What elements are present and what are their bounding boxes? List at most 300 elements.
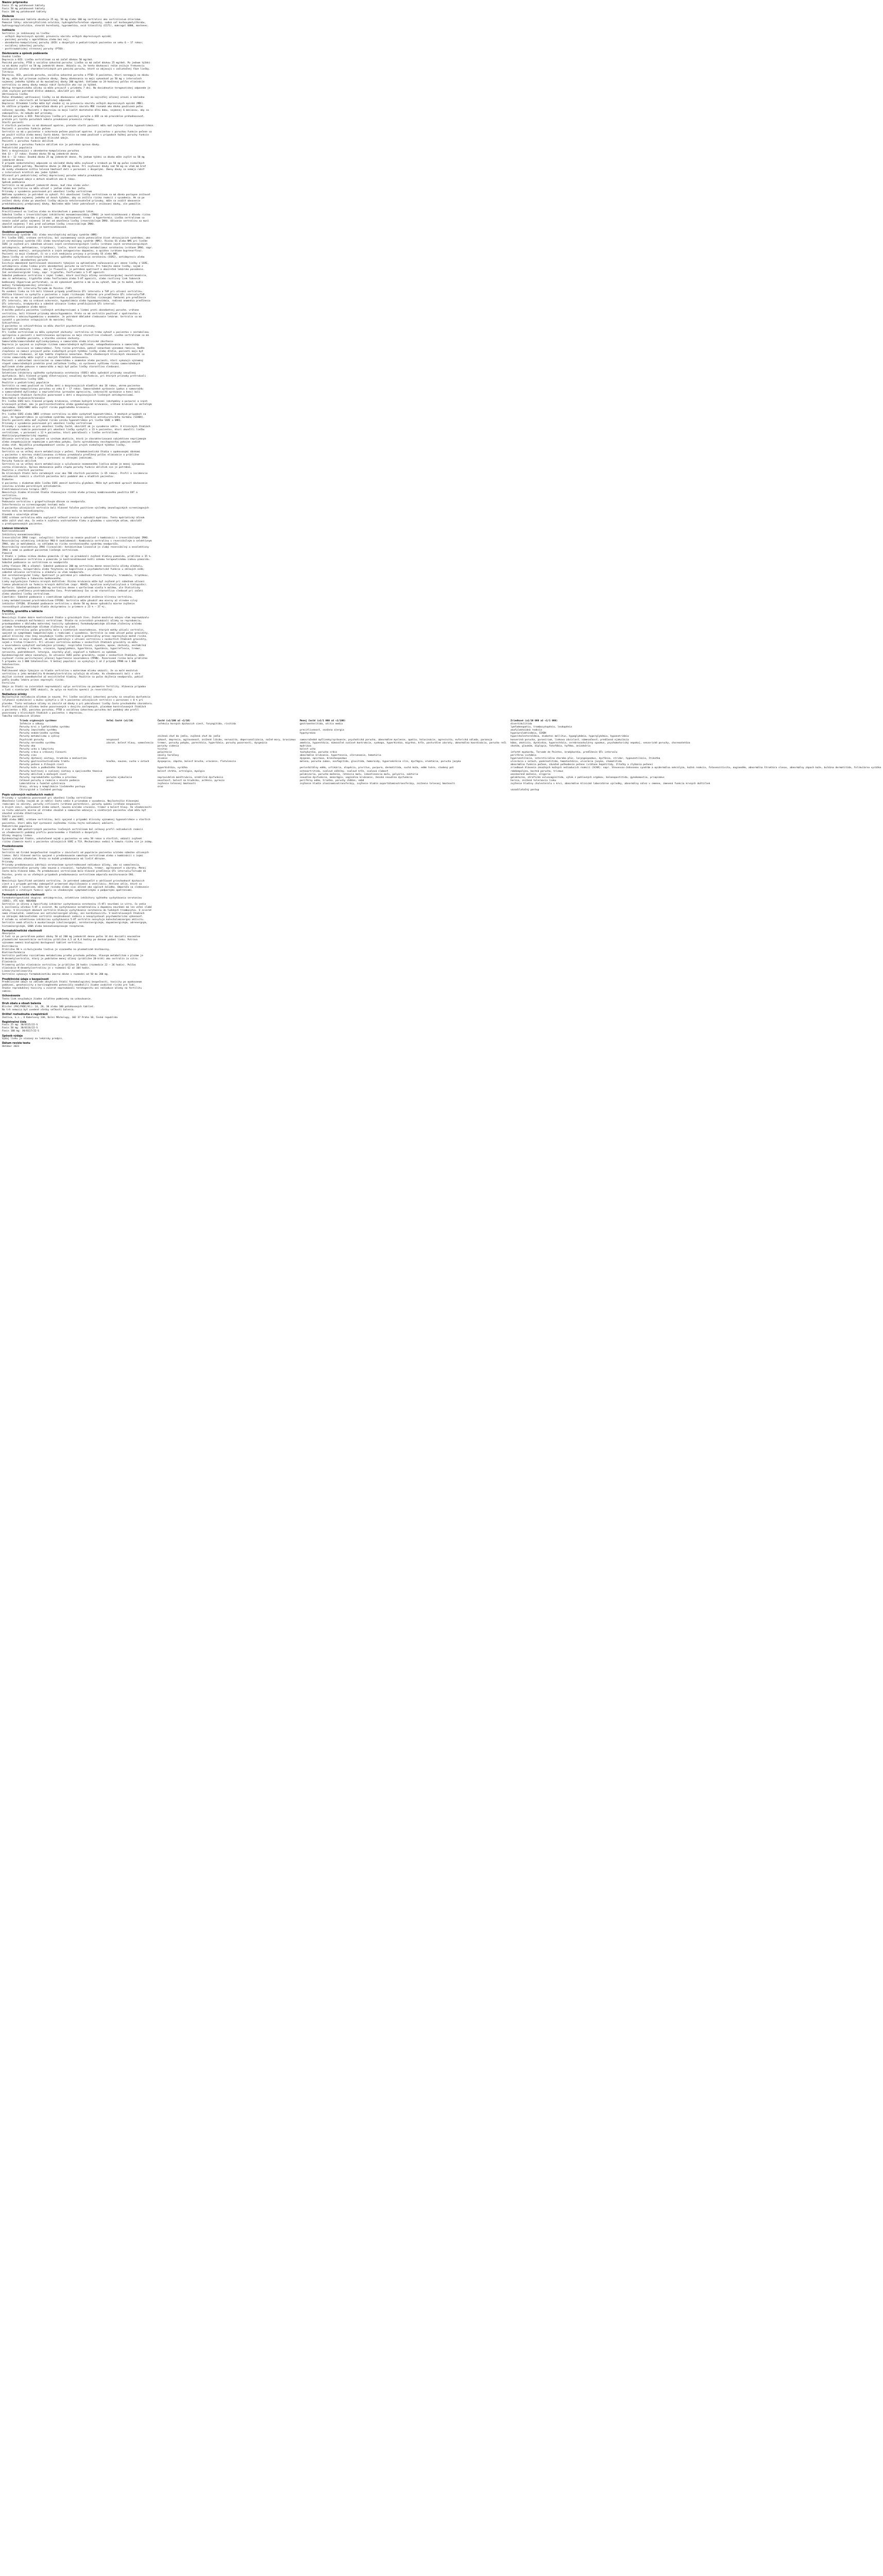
table-cell: hyperhidróza, vyrážka [157, 767, 188, 770]
section-heading: Fertilita, gravidita a laktácia [2, 609, 43, 613]
section-line: Farmakoterapeutická skupina: antidepresíva, selektívne inhibítory spätného vychytávania serotonínu [2, 896, 142, 900]
section-line: Iné serotonínergické lieky: Opatrnosť je potrebná pri súbežnom užívaní fentanylu, tramadolu, triptánov, [2, 574, 149, 577]
section-line: Distribúcia [2, 945, 18, 948]
section-line: alebo znepokojujúcim nepokojom a potrebou pohybu, často sprevádzanou neschopnosťou pokojne sedieť [2, 441, 141, 444]
section-line: Použitie u starších pacientov [2, 469, 44, 472]
table-cell: úzkosť, depresia, agitovanosť, znížené libido, nervozita, depersonalizácia, nočné mory, bruxizmus [157, 738, 296, 741]
table-cell: divertikulitída [511, 723, 532, 726]
section-line: Spôsob podávania [2, 181, 25, 184]
table-cell: Poruchy krvi a lymfatického systému [20, 726, 70, 729]
table-cell: zvýšenie hladiny cholesterolu v krvi, abnormálne klinické laboratórne výsledky, abnormálny nález v semene, zmenená funkcia krvných doštičiek [511, 782, 710, 785]
section-line: U pacientov s diabetom môže liečba SSRI zmeniť kontrolu glykémie. Môže byť potrebné upraviť dávkovanie [2, 482, 148, 485]
section-line: Príznaky z vysadenia sú pri ukončení liečby časté, obzvlášť ak je vysadenie náhle. V klinických štúdiách [2, 425, 150, 428]
section-line: Porucha funkcie pečene [2, 447, 33, 450]
table-header-cell: Veľmi časté (≥1/10) [106, 720, 133, 722]
section-line: Epileptické záchvaty [2, 328, 31, 331]
document [2, 1, 881, 1048]
table-cell: Poruchy ciev [20, 754, 37, 757]
section-line: Príznaky [2, 861, 14, 864]
section-line: - posttraumatickej stresovej poruchy (PTSD). [2, 48, 65, 51]
section-line: však zvyčajne potrebné dlhšie obdobie, obzvlášť pri OCD. [2, 90, 82, 93]
document-section [2, 527, 307, 609]
section-line: serotonínového syndrómu s príznakmi, ako je agitovanosť, tremor a hypertermia. Liečba sertralínom sa [2, 217, 145, 220]
section-line: Starší pacienti [2, 816, 24, 819]
section-line: Súbežné podávanie sertralínu s inými liekmi, ktoré zosilňujú účinky serotonínergickej neurotransmisie, [2, 275, 148, 278]
table-cell: palpitácie [157, 751, 172, 754]
section-line: môže použiť s laxatívom, môže byť rovnako alebo viac účinné ako výplach žalúdka. Odporúča sa sledovanie [2, 886, 149, 889]
section-line: Schizofrénia [2, 321, 20, 325]
table-cell: Úrazy, otravy a komplikácie liečebného postupu [20, 785, 86, 788]
section-line: Sertralín je účinný a špecifický inhibítor vychytávania serotonínu (5-HT) neurónmi in vitro, čo vedie [2, 903, 146, 906]
table-cell: bolesť ucha [299, 748, 316, 751]
section-line: Nie sú dostupné údaje o deťoch mladších ako 6 rokov. [2, 178, 76, 181]
section-line: Reverzibilný selektívny inhibítor MAO-A (moklobemid): Kombinácia sertralínu s reverzibilným a selektívnym [2, 539, 152, 543]
section-line: U pacientov s poruchou funkcie obličiek nie je potrebná úprava dávky. [2, 143, 100, 146]
section-line: U malého podielu pacientov liečených antidepresívami a liekmi proti obsedantnej poruche, vrátane [2, 309, 139, 312]
section-line: vysadiť u pacientov vstupujúcich do manickej fázy. [2, 318, 74, 321]
section-line: Aktivácia hypománie alebo mánie [2, 306, 46, 309]
table-cell: anafylaktoidná reakcia [511, 729, 542, 732]
section-heading: Kontraindikácie [2, 207, 25, 211]
table-cell: hyperventilácia, intersticiálna choroba pľúc, laryngospazmus, dysfónia, stridor, hypoventilácia, štikútka [511, 757, 660, 760]
section-line: pokiaľ klinický stav ženy nevyžaduje liečbu sertralínom a potenciálny prínos neprevyšuje možné riziko. [2, 635, 148, 638]
section-line: Účinky skupiny liekov [2, 834, 32, 837]
section-line: ciest a v prípade potreby zabezpečiť primerané okysličovanie a ventiláciu. Aktívne uhlie, ktoré sa [2, 883, 142, 886]
table-cell: porucha ejakulácie [106, 776, 132, 779]
table-header-cell: Menej časté (≥1/1 000 až <1/100) [299, 720, 346, 722]
section-line: trojnásobne vyššiu AUC a Cmax v porovnaní so zdravými jedincami. [2, 456, 94, 460]
section-line: Depresia je spojená so zvýšeným rizikom samovražedných myšlienok, sebapoškodzovania a samovraždy [2, 344, 139, 347]
table-cell: galaktorea, atrofická vulvovaginitída, výtok z pohlavných orgánov, balanopostitída, gynekomastia, priapizmus [511, 776, 665, 779]
section-line: Novorodenci sa majú sledovať, ak matka pokračuje v užívaní sertralínu v neskorších štádiách gravidity, [2, 638, 148, 641]
section-line: Iné serotonínergické lieky, napr. tryptofán, fenfluramín a 5-HT agonisti [2, 272, 105, 275]
section-line: histamínergickým, GABA alebo benzodiazepínovým receptorom. [2, 925, 85, 928]
section-line: (SSRI), ATC kód: N06AB06 [2, 900, 37, 903]
section-line: Kontraindikované [2, 530, 25, 533]
section-line: testov moču na benzodiazepíny. [2, 510, 45, 513]
section-line: Grapefruitový džús [2, 498, 28, 501]
section-line: k zosilneniu účinkov 5-HT u zvierat. Na vychytávanie noradrenalínu a dopamínu neurónmi má len veľmi slabé [2, 906, 152, 909]
section-line: zvyšovať riziko perzistujúcej pľúcnej hypertenzie novorodenca (PPHN). Pozorované riziko bolo približne [2, 657, 148, 660]
section-line: Absorpcia [2, 933, 15, 936]
document-section [2, 929, 307, 977]
section-heading: Držiteľ rozhodnutia o registrácii [2, 1012, 48, 1016]
section-line: Epidemiologické údaje naznačujú, že užívanie SSRI počas gravidity, najmä v neskorších štádiách, môže [2, 654, 145, 657]
section-line: Náhlemu vysadeniu je potrebné sa vyhnúť. Pri ukončovaní liečby sertralínom sa má dávka postupne znižovať [2, 194, 150, 197]
section-line: Toxicita [2, 848, 14, 851]
section-line: - panickej poruchy s agorafóbiou alebo bez nej; [2, 38, 69, 41]
section-line: Pimozid [2, 552, 12, 555]
section-line: Príznaky z vysadenia pozorované pri ukončení liečby sertralínom [2, 190, 92, 193]
document-section [2, 893, 307, 928]
section-line: karbamazepínu, haloperidolu alebo fenytoínu na kognitívne a psychomotorické funkcie u zdravých osôb; [2, 568, 145, 571]
section-line: Liečba [2, 876, 11, 879]
section-heading: Nežiaduce účinky [2, 692, 27, 696]
section-line: Diabetes [2, 479, 14, 482]
table-cell: infekcia horných dýchacích ciest, faryngitída, rinitída [157, 723, 236, 726]
section-line: myšlienok alebo pokusov o samovraždu a majú byť počas liečby starostlivo sledovaní. [2, 366, 121, 369]
table-cell: Poruchy pečene a žlčových ciest [20, 764, 64, 767]
section-line: Pacienti s poruchou funkcie obličiek [2, 140, 54, 143]
section-line: Blister (PVC/PVDC/Al): 14, 28, 30 alebo 100 potahovaných tabliet. [2, 1005, 95, 1008]
section-line: Sertralín sa vo veľkej miere metabolizuje a vylučovanie nezmeneného liečiva močom je menej významnou [2, 463, 145, 466]
table-row [18, 789, 883, 792]
section-line: významnému predĺženiu protrombínového času. Protrombínový čas sa má starostlivo sledovať pri začatí [2, 590, 143, 593]
section-line: Sertralín sa má podávať jedenkrát denne, buď ráno alebo večer. [2, 184, 91, 187]
section-line: dlhodobo pôsobiacich liekov, ako je fluoxetín, je potrebná opatrnosť a obozretné lekárske posúdenie. [2, 268, 145, 272]
section-line: Lieky metabolizované prostredníctvom CYP2D6: Sertralín môže pôsobiť ako mierny až stredne silný [2, 599, 138, 602]
section-line: Depresia a OCD: Liečba sertralínom sa má začať dávkou 50 mg/deň. [2, 59, 94, 61]
section-line: Vo väčšine prípadov je odporúčaná dávka pri prevencii návratu MDE rovnaká ako dávka používaná počas [2, 106, 143, 109]
document-section [2, 978, 307, 994]
table-cell: Poruchy reprodukčného systému a prsníkov [20, 776, 77, 779]
table-cell: Psychické poruchy [20, 738, 44, 741]
section-line: - veľkých depresívnych epizód; prevenciu návratu veľkých depresívnych epizód; [2, 35, 112, 38]
section-line: podľa úsudku lekára prínos neprevýši riziko. [2, 679, 65, 682]
section-line: pacientov s mániou/hypomániou v anamnéze. Je potrebné dôkladné sledovanie lekárom. Sertralín sa má [2, 315, 142, 318]
section-line: ukončiť u každého pacienta, u ktorého vzniknú záchvaty. [2, 337, 81, 341]
table-cell: lymfadenopatia, trombocytopénia, leukopénia [511, 726, 572, 729]
section-line: Údaje zo štúdií na zvieratách nepreukázali vplyv sertralínu na parametre fertility. Hlásenia prípadov [2, 685, 146, 688]
section-line: QTc intervalu, ako sú srdcové ochorenie, hypokaliémia alebo hypomagneziémia, rodinná anamnéza predĺženia [2, 300, 150, 303]
section-line: Serotonínový syndróm (SS) alebo neuroleptický malígny syndróm (NMS) [2, 234, 98, 237]
table-cell: gastroenteritída, otitis media [299, 723, 343, 726]
table-cell: úraz [157, 785, 163, 788]
section-line: Vek 6 – 12 rokov: Úvodná dávka 25 mg jedenkrát denne. Po jednom týždni sa dávka môže zvýšiť na 50 mg [2, 156, 145, 159]
section-line: Sertralín je indikovaný na liečbu: [2, 32, 51, 35]
section-line: Sertralín vykazuje farmakokinetiku úmernú dávke v rozmedzí od 50 do 200 mg. [2, 973, 109, 976]
document-section [2, 207, 307, 229]
table-header-cell: Zriedkavé (≥1/10 000 až <1/1 000) [511, 720, 558, 722]
document-section [2, 29, 307, 51]
section-line: Neexistujú špecifické antidotá sertralínu. Je potrebné zabezpečiť a udržiavať priechodnosť dýchacích [2, 879, 145, 883]
section-line: Sertralín nemá afinitu k muskarínovým (cholinergným), serotonínergickým, dopamínergickým, adrenergným, [2, 922, 148, 925]
section-line: eliminácie N-desmetylsertralínu je v rozmedzí 62 až 104 hodín. [2, 967, 91, 970]
table-cell: melena, porucha zubov, ezofagitída, glositída, hemoroidy, hypersekrécia slín, dysfágia, eruktácia, porucha jazyka [299, 760, 461, 764]
section-line: dysfunkcie. Boli hlásené prípady dlhotrvajúcej sexuálnej dysfunkcie, pri ktorých príznaky pretrvávali [2, 375, 146, 378]
table-cell: vazodilatačný postup [511, 789, 539, 792]
adverse-effects-table [18, 720, 883, 792]
section-line: Pointes, preto sa vo všetkých prípadoch predávkovania sertralínom odporúča monitorovanie EKG. [2, 873, 135, 876]
table-cell: Celkové poruchy a reakcie v mieste podania [20, 779, 80, 782]
table-cell: nespavosť [106, 738, 120, 741]
section-line: Štúdie reprodukčnej toxicity u zvierat nepreukázali teratogenitu ani nežiaduce účinky na fertilitu [2, 987, 142, 990]
table-cell: kóma, akatízia, dyskinéza, hyperestézia, cerebrovaskulárny spazmus, psychomotorický nepokoj, senzorické poruchy, choreoatetóza [511, 741, 690, 744]
section-line: Október 2023 [2, 1045, 20, 1048]
section-line: ako sú amfetamíny, tryptofán alebo fenfluramín alebo 5-HT agonisti, alebo rastlinný liek ľubovník [2, 278, 141, 281]
section-line: Abnormálne krvácanie/krvácanie [2, 397, 45, 400]
table-cell: oneskorené močenie, oligúria [511, 773, 551, 776]
section-line: pozorovaný v klinických štúdiách u pacientov s depresiou. [2, 711, 83, 715]
section-line: Pomocné látky: mikrokryštalická celulóza, hydrogénfosforečnan vápenatý, sodná soľ karboxymetylškrobu, [2, 21, 146, 24]
section-line: Užívanie sertralínu počas gravidity bolo u niektorých novorodencov, ktorých matky užívali sertralín, [2, 629, 145, 632]
section-heading: Dávkovanie a spôsob podávania [2, 52, 48, 56]
section-line: Predklinické údaje na základe obvyklých štúdií farmakologickej bezpečnosti, toxicity po opakovanom [2, 981, 142, 984]
table-cell: Poruchy kostrovej a svalovej sústavy a spojivového tkaniva [20, 770, 103, 773]
section-line: vo všeobecnosti podobný profilu pozorovanému v štúdiách u dospelých. [2, 831, 99, 834]
table-cell: únava [106, 779, 114, 782]
section-line: súbežné užívanie sertralínu a alkoholu sa však neodporúča. [2, 571, 85, 574]
section-line: v intervaloch kratších ako jeden týždeň. [2, 172, 59, 175]
section-line: liekmi a/alebo alkoholom. Preto sa každé predávkovanie má liečiť dôrazne. [2, 858, 106, 861]
section-line: spojené so symptómami kompatibilnými s reakciami z vysadenia. Sertralín sa nemá užívať počas gravidity, [2, 632, 149, 635]
section-line: inhibítor CYP2D6. Dlhodobé podávanie sertralínu v dávke 50 mg denne spôsobilo mierne zvýšenie [2, 602, 135, 605]
section-line: Pacienti s udalosťami súvisiacimi so samovraždou v anamnéze alebo pacienti, ktorí vykazujú významný [2, 359, 143, 362]
section-line: dojčiat zistené zanedbateľné až nezistiteľné hladiny. Použitie sa počas dojčenia neodporúča, pokiaľ [2, 676, 143, 679]
section-line: účinky. V klinických dávkach sertralín blokuje vychytávanie serotonínu do ľudských trombocytov. U zvierat [2, 909, 152, 912]
section-heading: Predklinické údaje o bezpečnosti [2, 977, 49, 981]
section-line: Glaukóm s uzavretým uhlom [2, 513, 38, 516]
section-line: Po uvedení lieku na trh boli hlásené prípady predĺženia QTc intervalu a TdP pri užívaní sertralínu. [2, 290, 143, 293]
section-line: je serotonínový syndróm (SS) alebo neuroleptický malígny syndróm (NMS). Riziko SS alebo NMS pri liečbe [2, 240, 148, 243]
section-line: tehotenstiev. [2, 663, 21, 666]
section-line: Reverzibilný neselektívny IMAO (linezolid): Antibiotikum linezolid je slabý reverzibilný a neselektívny [2, 546, 149, 549]
section-line: liekov pôsobiacich na funkciu krvných doštičiek (napr. NSAID, kyselina acetylsalicylová a tiklopidín). [2, 584, 148, 587]
section-line: možnej farmakodynamickej interakcii. [2, 284, 54, 287]
section-line: Neexistujú žiadne klinické štúdie stanovujúce riziká alebo prínosy kombinovaného použitia EKT a [2, 491, 138, 494]
section-line: Sertralín sa má u pacientov s ochorením pečene používať opatrne. U pacientov s poruchou funkcie pečene sa [2, 131, 152, 134]
section-line: Titrácia [2, 71, 14, 74]
section-line: má použiť nižšia alebo menej častá dávka. Sertralín sa nemá používať v prípadoch ťažkej poruchy funkcie [2, 134, 149, 137]
section-line: Sertralín sa vo veľkej miere metabolizuje v pečeni. Farmakokinetická štúdia s opakovanými dávkami [2, 450, 141, 453]
table-cell: rabdomyolýza, kostná porucha, trizmus [511, 770, 564, 773]
section-heading: Farmakodynamické vlastnosti [2, 893, 45, 897]
section-line: nežiaducich reakcií u starších pacientov boli podobné ako u mladších pacientov. [2, 476, 115, 479]
document-section [2, 693, 307, 718]
table-cell: periférna ischémia [511, 754, 536, 757]
document-section [2, 1002, 307, 1012]
section-line: so zdravými dobrovoľníkmi sertralín nespôsoboval sedáciu a neovplyvňoval psychomotorickú výkonnosť. [2, 916, 143, 919]
section-line: týždňov podľa potreby. Maximálna dávka je 200 mg denne. Pri zvyšovaní dávky nad 50 mg sa však má brať [2, 165, 146, 168]
section-line: IMAO a nemá sa podávať pacientom liečeným sertralínom. [2, 549, 79, 552]
section-line: Najčastejším nežiaducim účinkom je nauzea. Pri liečbe sociálnej úzkostnej poruchy sa sexuálna dysfunkcia [2, 696, 150, 699]
section-line: indukciu vrodených malformácií sertralínom. Štúdie na zvieratách preukázali účinky na reprodukciu, [2, 619, 142, 622]
table-cell: precitlivenosť, sezónna alergia [299, 729, 344, 732]
table-cell [298, 789, 508, 792]
section-line: Látky tlmiace CNS a alkohol: Súbežné podávanie 200 mg sertralínu denne nezosilnilo účinky alkoholu, [2, 565, 143, 568]
section-heading: Popis vybraných nežiaducich reakcií [2, 793, 54, 797]
section-line: u predisponovaných pacientov. [2, 522, 44, 526]
section-line: pacientov, ktorí môžu byť vystavení zvýšenému riziku tejto nežiaducej udalosti. [2, 822, 115, 825]
section-line: Dojčenie [2, 667, 14, 669]
table-cell: Poruchy oka [20, 744, 36, 748]
section-line: V súlade so selektívnou inhibíciou vychytávania 5-HT sertralín nezvyšuje katecholaminergnú aktivitu. [2, 919, 145, 922]
table-cell: osteoartritída, svalové zášklby, svalové kŕče, svalová slabosť [299, 770, 388, 773]
section-line: (udalosti súvisiace so samovraždou). Toto riziko pretrváva, pokiaľ nenastane významná remisia. Keďže [2, 347, 145, 350]
section-line: Lieky ovplyvňujúce funkciu krvných doštičiek: Riziko krvácania môže byť zvýšené pri súbežnom užívaní [2, 580, 145, 583]
section-line: jedenkrát denne. [2, 159, 25, 162]
section-line: najmenej jedného týždňa až do maximálnej dávky 200 mg/deň. Vzhľadom na 24-hodinový polčas eliminácie [2, 80, 145, 83]
section-line: U pacientov užívajúcich sertralín boli hlásené falošne pozitívne výsledky imunologických screeningových [2, 507, 149, 510]
section-line: - obsedantno-kompulzívnej poruchy (OCD) u dospelých a pediatrických pacientov vo veku 6 – 17 rokov; [2, 42, 143, 45]
table-cell: abnormálna funkcia pečene, závažné poškodenie pečene (vrátane hepatitídy, žltačky a zlyhania pečene) [511, 764, 653, 767]
section-line: Existujú obmedzené kontrolované skúsenosti týkajúce sa optimálneho načasovania pri zmene liečby z SSRI, [2, 262, 149, 265]
intro-line: Foxis 25 mg potahované tablety [2, 5, 45, 7]
table-cell: zriedkavé hlásenia závažných kožných nežiaducich reakcií (SCAR): napr. Stevensov-Johnsonov syndróm a epidermálna nekrolýza, kožná reakcia, fotosenzitivita, angioedém, abnormálna štruktúra vlasov, abnormálny zápach kože, bulózna dermatitída, folikulárna vyrážka [511, 767, 881, 770]
section-line: Foxis 50 mg: 30/0116/22-S [2, 1027, 38, 1030]
section-line: - sociálnej úzkostnej poruchy; [2, 45, 45, 48]
section-line: predchádzajúcej predpísanej dávky. Následne môže lekár pokračovať v znižovaní dávky, ale pomalšie. [2, 203, 142, 206]
table-cell: hernia, znížená tolerancia lieku [511, 779, 556, 782]
section-line: Inhibítory monoaminooxidázy [2, 533, 41, 536]
section-line: V štúdii s jednou nízkou dávkou pimozidu (2 mg) sa preukázali zvýšené hladiny pimozidu, približne o 35 %. [2, 555, 152, 558]
section-heading: Farmakokinetické vlastnosti [2, 929, 42, 933]
section-line: Sertralín sa nemá používať na liečbu detí a dospievajúcich mladších ako 18 rokov, okrem pacientov [2, 384, 141, 387]
section-line: riziko zlomenín kostí u pacientov užívajúcich SSRI a TCA. Mechanizmus vedúci k tomuto riziku nie je známy. [2, 841, 154, 844]
table-cell: zvýšenie telesnej hmotnosti [157, 782, 196, 785]
section-line: Nástup terapeutického účinku sa môže prejaviť v priebehu 7 dní. Na dosiahnutie terapeutickej odpovede je [2, 87, 150, 90]
section-line: napriek ukončeniu liečby SSRI. [2, 378, 45, 381]
section-line: sa nežiaduce reakcie pozorované pri ukončení liečby vyskytli u 23 % pacientov, ktorí ukončili liečbu [2, 428, 145, 431]
table-cell: nepravidelná menštruácia, erektilná dysfunkcia [157, 776, 223, 779]
section-line: sertralínu, boli hlásené príznaky mánie/hypománie. Preto sa má sertralín používať s opatrnosťou u [2, 312, 141, 315]
section-line: samcov. [2, 990, 12, 993]
table-cell: tinitus [157, 748, 168, 751]
section-line: Ukončenie liečby (najmä ak je náhle) často vedie k príznakom z vysadenia. Najčastejšie hlásenými [2, 800, 139, 803]
document-sections [2, 15, 307, 718]
section-line: teplota, problémy s kŕmením, vracanie, hypoglykémia, hypertónia, hypotónia, hyperreflexia, tremor, [2, 648, 142, 651]
section-line: do úvahy všeobecne nižšia telesná hmotnosť detí v porovnaní s dospelými. Zmeny dávky sa nemajú robiť [2, 168, 145, 172]
table-cell: konverzná porucha, paronírium, liekova závislosť, námesačnosť, predčasná ejakulácia [511, 738, 629, 741]
section-line: 5 prípadov na 1 000 tehotenstiev. V bežnej populácii sa vyskytujú 1 až 2 prípady PPHN na 1 000 [2, 660, 136, 663]
section-line: liekov proti obsedantnej poruche [2, 259, 48, 262]
section-line: Neexistujú žiadne dobre kontrolované štúdie u gravidných žien. Značné množstvo údajov však nepreukázalo [2, 616, 149, 619]
section-heading: Uchovávanie [2, 994, 21, 998]
document-section [2, 1021, 307, 1033]
section-line: srdcových a vitálnych funkcií spolu so všeobecnými symptomatickými a podpornými opatreniami. [2, 889, 133, 892]
table-cell: Infekcie a nákazy [20, 723, 44, 726]
section-line: sertralínu a jeho metabolitu N-desmetylsertralínu vylučujú do mlieka. Vo všeobecnosti boli v sére [2, 673, 141, 676]
section-line: znížení dávky alebo po ukončení liečby objavia netolerovateľné príznaky, môže sa zvážiť obnovenie [2, 200, 141, 203]
section-line: inzulínu a/alebo perorálnych antidiabetík. [2, 485, 62, 488]
section-line: podávaní, genotoxicity a karcinogénneho potenciálu neodhalili žiadne osobitné riziko pre ľudí. [2, 984, 136, 987]
section-line: SSRI vrátane sertralínu môžu ovplyvniť veľkosť zrenice a spôsobiť mydriázu. Tento mydriatický účinok [2, 516, 145, 519]
section-line: Na trh nemusia byť uvedené všetky veľkosti balenia. [2, 1008, 75, 1011]
table-cell [104, 789, 155, 792]
section-line: Pri liečbe SSRI boli hlásené prípady krvácania, vrátane kožných krvácaní (ekchymózy a purpura) a iných [2, 400, 148, 403]
table-cell: bolesť chrbta, artralgia, myalgia [157, 770, 205, 773]
section-line: Selektívne inhibítory spätného vychytávania serotonínu (SSRI) môžu spôsobiť príznaky sexuálnej [2, 372, 136, 375]
table-cell: Chirurgické a liečebné postupy [20, 789, 62, 792]
section-line: Epidemiologické štúdie, uskutočnené najmä u pacientov vo veku 50 rokov a starších, ukázali zvýšené [2, 837, 142, 840]
document-section [2, 231, 307, 526]
section-line: riziko samovraždy môže zvýšiť v skorých štádiách zotavovania. [2, 356, 89, 359]
section-line: placebe. Tieto nežiaduce účinky sú závislé od dávky a pri pokračovaní liečby často prechodného charakteru. [2, 702, 154, 705]
table-cell: nevoľnosť, bolesť na hrudníku, asténia, pyrexia [157, 779, 225, 782]
section-line: Precitlivenosť na liečivo alebo na ktorúkoľvek z pomocných látok. [2, 211, 95, 213]
section-line: Sexuálna dysfunkcia [2, 369, 29, 372]
section-heading: Predávkovanie [2, 845, 23, 849]
section-line: sa má dávka zvýšiť na 50 mg jedenkrát denne. Ukázalo sa, že tento dávkovací režim znižuje frekvenciu [2, 65, 145, 68]
table-cell: zvýšenie hladín alanínaminotransferázy, zvýšenie hladín aspartátaminotransferázy, zníženie telesnej hmotnosti [299, 782, 455, 785]
section-line: metylénovej modrej), antipsychotík a iných antagonistov dopamínu, a opiátov (vrátane buprenorfínu). [2, 249, 143, 252]
section-line: Depresia, OCD, panická porucha, sociálna úzkostná porucha a PTSD: U pacientov, ktorí nereagujú na dávku [2, 74, 149, 77]
section-line: Publikované údaje týkajúce sa hladín sertralínu v materskom mlieku ukázali, že sa malé množstvá [2, 670, 138, 673]
section-heading: Indikácie [2, 29, 15, 32]
section-line: epilepsiou a pacienti s kontrolovanou epilepsiou sa majú starostlivo sledovať. Liečba sertralínom sa má [2, 334, 149, 337]
section-line: Tento liek nevyžaduje žiadne zvláštne podmienky na uchovávanie. [2, 998, 92, 1001]
table-cell: infarkt myokardu, Torsade de Pointes, bradykardia, predĺženie QTc intervalu [511, 751, 618, 754]
section-line: pečene, pretože nie sú dostupné klinické údaje. [2, 137, 69, 140]
section-line: v klinických štúdiách častejšie pozorované u detí a dospievajúcich liečených antidepresívami. [2, 394, 135, 397]
section-line: Fertilita [2, 682, 15, 685]
section-line: Pediatrická populácia [2, 146, 32, 149]
table-cell: tachykardia, porucha srdca [299, 751, 337, 754]
section-line: bodkovaný (Hypericum perforatum), sa má vykonávať opatrne a má sa mu vyhnúť, kde je to možné, kvôli [2, 281, 143, 284]
section-line: Príznaky z vysadenia pozorované pri ukončení liečby sertralínom [2, 796, 92, 800]
table-cell: hnačka, nauzea, sucho v ústach [106, 760, 149, 764]
table-cell: dyspnoe, epistaxa, bronchospazmus [299, 757, 347, 760]
section-line: môže zúžiť uhol oka, čo vedie k zvýšeniu vnútroočného tlaku a glaukómu s uzavretým uhlom, obzvlášť [2, 519, 142, 522]
section-line: pretože pri týchto poruchách nebola preukázaná prevencia relapsu. [2, 118, 95, 121]
section-line: Vek 13 – 17 rokov: Úvodná dávka 50 mg jedenkrát denne. [2, 152, 79, 156]
table-cell: Poruchy srdca a srdcovej činnosti [20, 751, 67, 754]
document-sections-after [2, 793, 307, 1048]
table-cell: Laboratórne a funkčné vyšetrenia [20, 782, 65, 785]
section-line: Väčšina hlásení sa vyskytla u pacientov s inými rizikovými faktormi pre predĺženie QTc intervalu/TdP. [2, 293, 146, 296]
section-line: Warfarín: Súbežné podávanie 200 mg sertralínu denne s warfarínom viedlo k malému, ale štatisticky [2, 587, 141, 590]
table-cell: závrat, bolesť hlavy, somnolencia [106, 741, 154, 744]
table-cell: Poruchy imunitného systému [20, 729, 57, 732]
section-line: Pri liečbe SSRI alebo SNRI vrátane sertralínu sa môže vyskytnúť hyponatriémia. V mnohých prípadoch sa [2, 413, 146, 416]
section-line: významne nemení biologickú dostupnosť tabliet sertralínu. [2, 942, 83, 945]
section-line: Užívanie sertralínu je spojené so vznikom akatízie, ktorá je charakterizovaná subjektívne nepríjemným [2, 438, 146, 441]
table-header-cell: Trieda orgánových systémov [20, 720, 57, 722]
section-line: javí, že hyponatriémia je výsledkom syndrómu neprimeranej sekrécie antidiuretického hormónu (SIADH). [2, 416, 145, 419]
section-line: U viac ako 600 pediatrických pacientov liečených sertralínom bol celkový profil nežiaducich reakcií [2, 828, 143, 831]
section-line: Foxis 25 mg: 30/0115/22-S [2, 1024, 38, 1027]
intro-line: Foxis 100 mg potahované tablety [2, 11, 46, 14]
section-line: u pacientov s OCD, panickou poruchou, PTSD a sociálnou úzkostnou poruchou bol podobný ako profil [2, 708, 139, 711]
section-line: alebo stáť. Najväčšia pravdepodobnosť vzniku je počas prvých niekoľkých týždňov liečby. [2, 444, 126, 447]
table-cell: Poruchy gastrointestinálneho traktu [20, 760, 70, 764]
section-line: Pacienti sa majú sledovať, či sa u nich neobjavia prejavy a príznaky SS alebo NMS. [2, 252, 119, 256]
section-line: Porucha funkcie obličiek [2, 460, 37, 463]
section-line: u ľudí s niektorými SSRI ukázali, že vplyv na kvalitu spermií je reverzibilný. [2, 688, 113, 691]
section-line: Súbežné užívanie pimozidu je kontraindikované. [2, 226, 68, 229]
section-line: nemá stimulačné, sedatívne ani anticholinergné účinky, ani kardiotoxicitu. V kontrolovaných štúdiách [2, 912, 145, 916]
section-line: Profil nežiaducich účinkov bežne pozorovaných v dvojito zaslepených, placebom kontrolovaných štúdiách [2, 705, 146, 708]
table-cell: tremor, poruchy pohybu, parestézia, hypertónia, poruchy pozornosti, dysgeúzia [157, 741, 267, 744]
section-line: nežiaducich účinkov charakteristických pre panickú poruchu, ktoré sa objavujú v začiatočnej fáze liečby. [2, 68, 150, 71]
document-section [2, 1042, 307, 1048]
section-line: Pri liečbe sertralínom sa môžu vyskytnúť záchvaty: sertralínu sa treba vyhnúť u pacientov s nestabilnou [2, 331, 149, 334]
section-line: Elektrokonvulzívna terapia (EKT) [2, 488, 48, 491]
document-section [2, 52, 307, 206]
section-heading: Dátum revízie textu [2, 1042, 30, 1045]
section-line: Cimetidín: Súbežné podávanie s cimetidínom spôsobilo podstatné zníženie klírensu sertralínu. [2, 596, 133, 599]
table-cell: ulcerácia v ústach, pankreatitída, hematochézia, ulcerácia jazyka, stomatitída [511, 760, 622, 764]
table-cell: návaly horúčavy [157, 754, 179, 757]
table-cell: sexuálna dysfunkcia, menorágia, vaginálne krvácanie, ženská sexuálna dysfunkcia [299, 776, 413, 779]
section-line: hydroxypropylcelulóza, stearát horečnatý, hypromelóza, oxid titaničitý (E171), makrogol 6000, mastenec. [2, 25, 149, 28]
section-heading: Druh obalu a obsah balenia [2, 1002, 41, 1006]
table-body [18, 723, 883, 792]
section-line: Súbežná liečba s ireverzibilnými inhibítormi monoaminooxidázy (IMAO) je kontraindikovaná z dôvodu rizika [2, 214, 150, 217]
section-line: Súbežné podávanie sertralínu a pimozidu je kontraindikované kvôli úzkemu terapeutickému indexu pimozidu. [2, 558, 150, 562]
section-line: (zlyhanie ejakulácie) u mužov vyskytla u 14 % pacientov užívajúcich sertralín v porovnaní s 0 % pri [2, 699, 143, 702]
section-heading: Spôsob výdaja [2, 1034, 23, 1038]
section-line: počas obdobia najmenej jedného až dvoch týždňov, aby sa znížilo riziko reakcií z vysadenia. Ak sa po [2, 197, 145, 200]
table-cell: znížená chuť do jedla, zvýšená chuť do jedla [157, 735, 220, 738]
section-line: Kazda potahovaná tableta obsahuje 25 mg, 50 mg alebo 100 mg sertralini ako sertralinium chloridum. [2, 18, 142, 21]
table-cell: periférny edém, triaška, poruchy chôdze, smäd [299, 779, 364, 782]
section-line: s obsedantno-kompulzívnou poruchou vo veku 6 – 17 rokov. Samovražedné správanie (pokus o samovraždu [2, 387, 143, 391]
section-line: a živých snov), agitovanosť alebo úzkosť, nauzea a/alebo vracanie, tremor a bolesť hlavy. Vo všeobecnosti [2, 806, 152, 809]
section-line: SSRI alebo SNRI, vrátane sertralínu, boli spojené s prípadmi klinicky významnej hyponatriémie u starších [2, 819, 150, 822]
section-line: Do klinických štúdií bolo zaradených viac ako 700 starších pacientov (> 65 rokov). Profil a incidencia [2, 472, 148, 476]
section-line: Samovražda/samovražedné myšlienky/pokusy o samovraždu alebo klinické zhoršenie [2, 341, 113, 344]
